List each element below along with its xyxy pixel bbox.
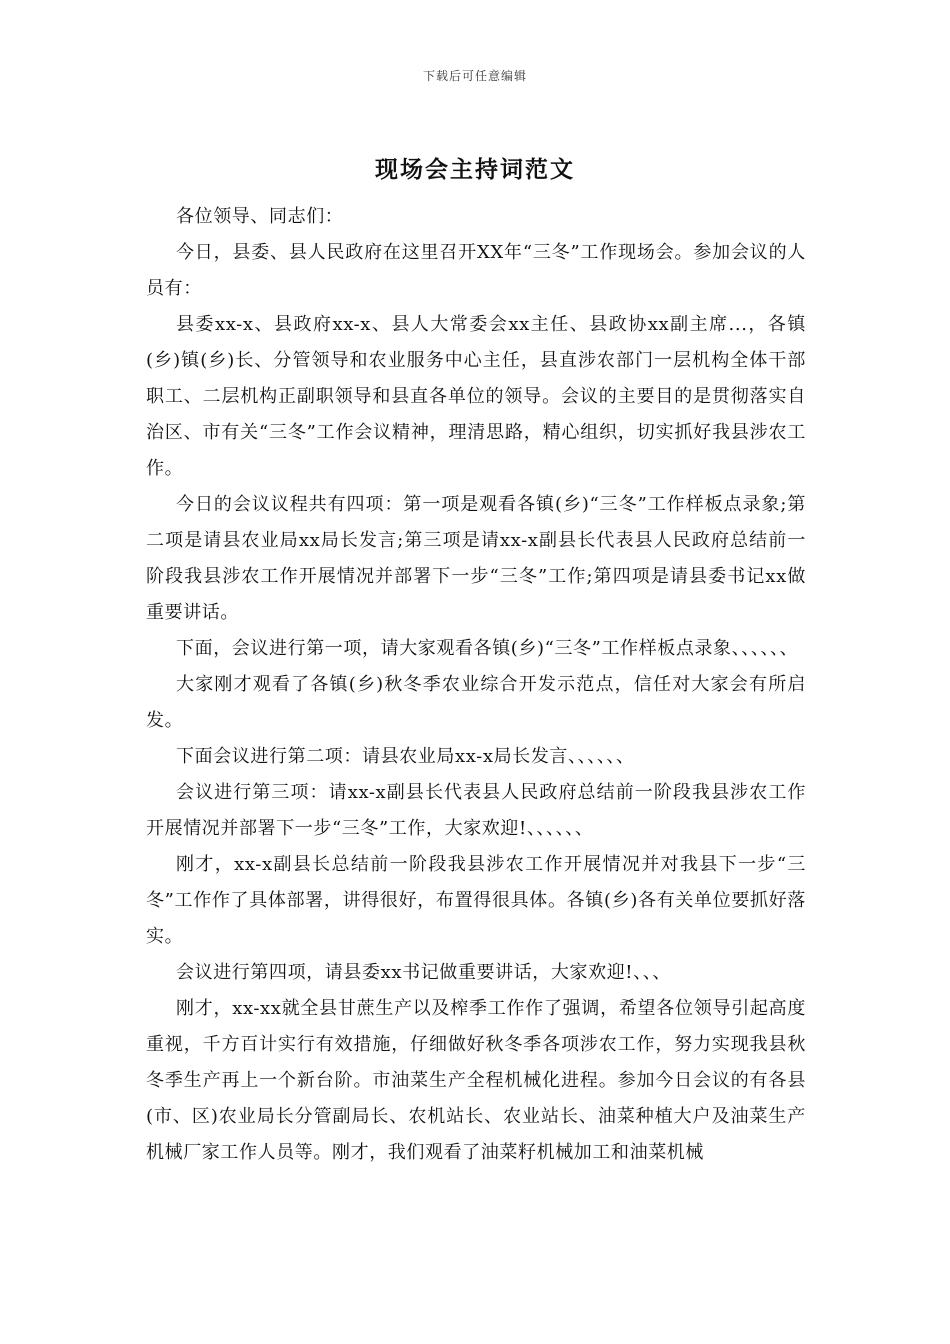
- paragraph-salutation: 各位领导、同志们：: [176, 206, 344, 227]
- paragraph-item-two: 下面会议进行第二项：请县农业局xx-x局长发言、、、、、、: [176, 746, 635, 767]
- document-title: 现场会主持词范文: [375, 156, 575, 183]
- paragraph-after-item-three: 刚才，xx-x副县长总结前一阶段我县涉农工作开展情况并对我县下一步“三冬”工作作了具体部署，讲得很好，布置得很具体。各镇(乡)各有关单位要抓好落实。: [146, 854, 806, 947]
- paragraph-closing: 刚才，xx-xx就全县甘蔗生产以及榨季工作作了强调，希望各位领导引起高度重视，千方百计实行有效措施，仔细做好秋冬季各项涉农工作，努力实现我县秋冬季生产再上一个新台阶。市油菜生产全程机械化进程。参加今日会议的有各县(市、区)农业局长分管副局长、农机站长、农业站长、油菜种植大户及油菜生产机械厂家工作人员等。刚才，我们观看了油菜籽机械加工和油菜机械: [146, 998, 806, 1163]
- paragraph-attendees: 县委xx-x、县政府xx-x、县人大常委会xx主任、县政协xx副主席...，各镇(乡)镇(乡)长、分管领导和农业服务中心主任，县直涉农部门一层机构全体干部职工、二层机构正副职领导和县直各单位的领导。会议的主要目的是贯彻落实自治区、市有关“三冬”工作会议精神，理清思路，精心组织，切实抓好我县涉农工作。: [146, 314, 806, 479]
- paragraph-intro: 今日，县委、县人民政府在这里召开XX年“三冬”工作现场会。参加会议的人员有：: [146, 242, 806, 299]
- paragraph-item-three: 会议进行第三项：请xx-x副县长代表县人民政府总结前一阶段我县涉农工作开展情况并部署下一步“三冬”工作，大家欢迎!、、、、、、: [146, 782, 806, 839]
- paragraph-item-four: 会议进行第四项，请县委xx书记做重要讲话，大家欢迎!、、、: [176, 962, 671, 983]
- document-body: [146, 199, 806, 1171]
- paragraph-after-video: 大家刚才观看了各镇(乡)秋冬季农业综合开发示范点，信任对大家会有所启发。: [146, 674, 806, 731]
- header-note: 下载后可任意编辑: [422, 69, 527, 83]
- paragraph-item-one: 下面，会议进行第一项，请大家观看各镇(乡)“三冬”工作样板点录象、、、、、、: [176, 638, 799, 659]
- paragraph-agenda: 今日的会议议程共有四项：第一项是观看各镇(乡)“三冬”工作样板点录象;第二项是请县农业局xx局长发言;第三项是请xx-x副县长代表县人民政府总结前一阶段我县涉农工作开展情况并部署下一步“三冬”工作;第四项是请县委书记xx做重要讲话。: [146, 494, 806, 623]
